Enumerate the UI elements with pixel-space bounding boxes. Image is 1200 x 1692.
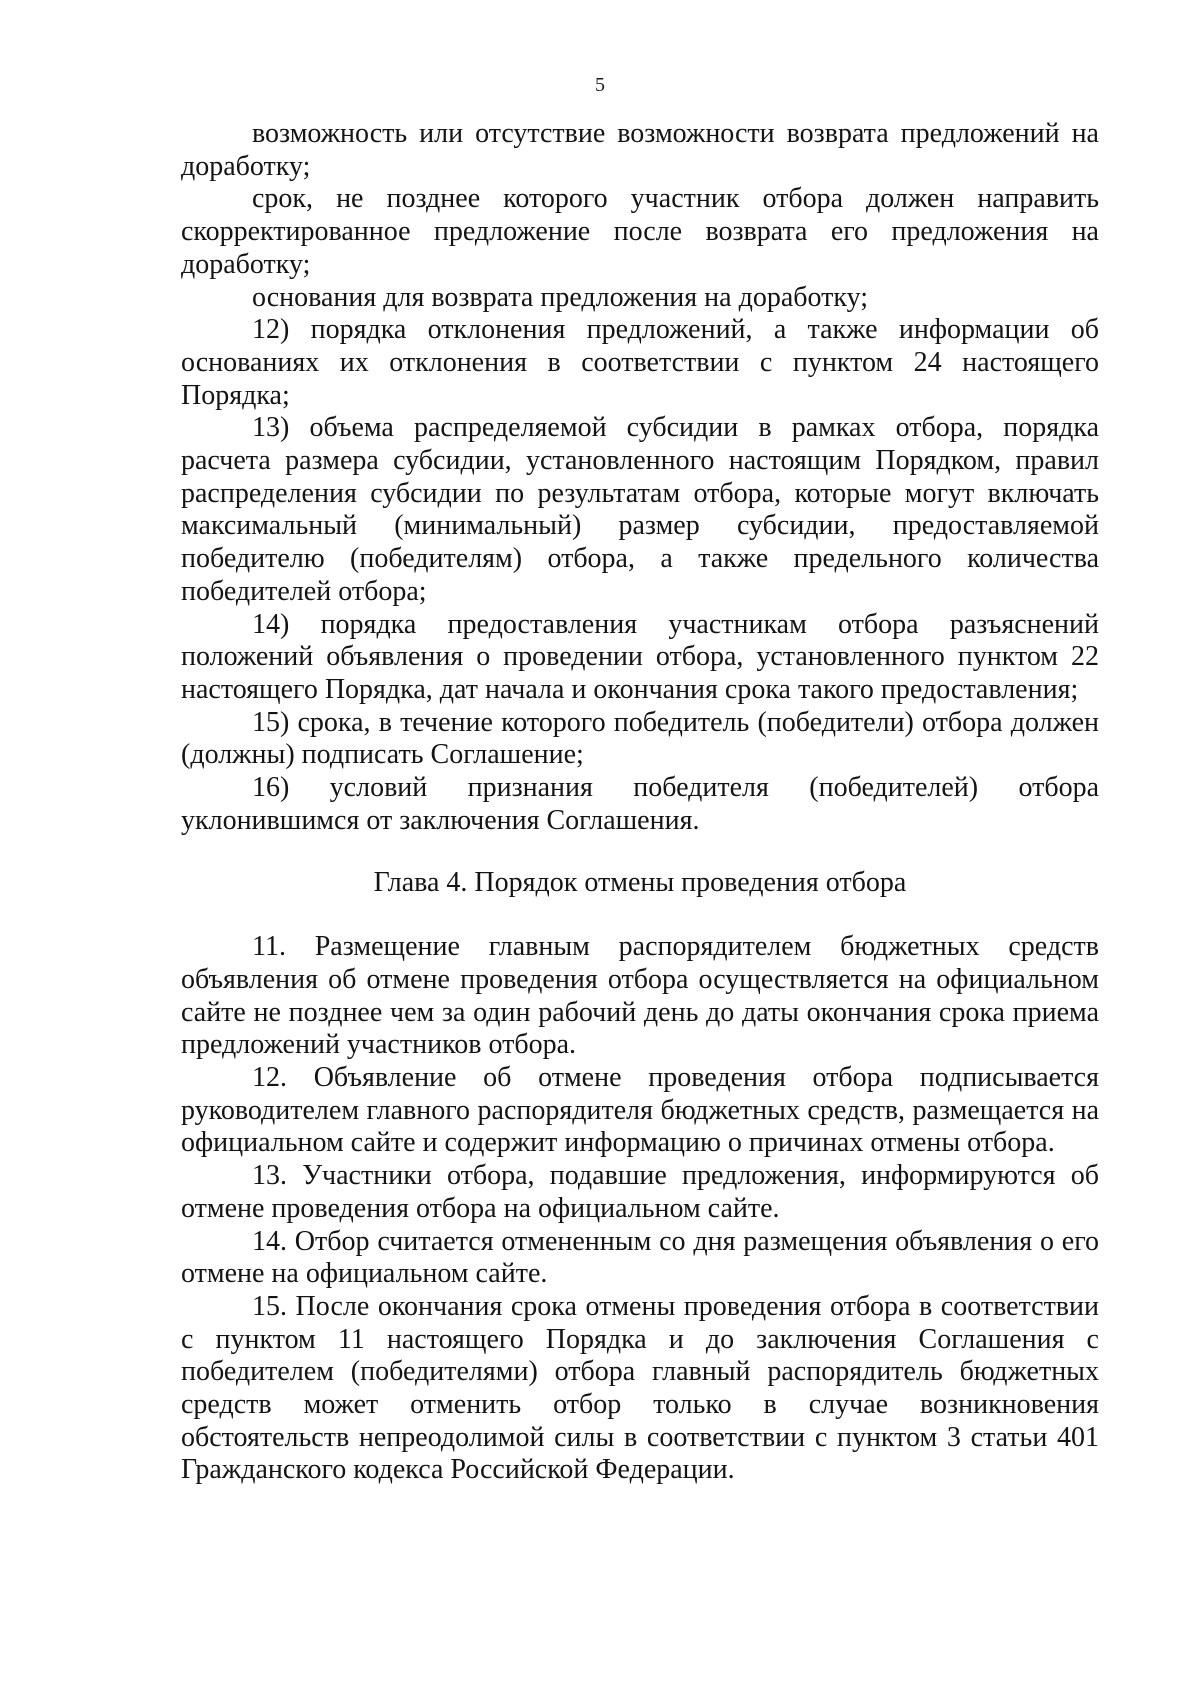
document-body: [181, 118, 1099, 1487]
paragraph: срок, не позднее которого участник отбора должен направить скорректированное предложение после возврата его предложения на доработку;: [181, 183, 1099, 280]
paragraph: 16) условий признания победителя (победителей) отбора уклонившимся от заключения Соглашения.: [181, 772, 1099, 836]
paragraph: 14. Отбор считается отмененным со дня размещения объявления о его отмене на официальном сайте.: [181, 1225, 1099, 1290]
paragraph: 14) порядка предоставления участникам отбора разъяснений положений объявления о проведении отбора, установленного пунктом 22 настоящего Порядка, дат начала и окончания срока такого предоставления;: [181, 608, 1099, 705]
paragraph: 12) порядка отклонения предложений, а также информации об основаниях их отклонения в соответствии с пунктом 24 настоящего Порядка;: [181, 314, 1099, 411]
paragraph: возможность или отсутствие возможности возврата предложений на доработку;: [181, 118, 1099, 182]
paragraph: основания для возврата предложения на доработку;: [252, 281, 868, 313]
paragraph: 13. Участники отбора, подавшие предложения, информируются об отмене проведения отбора на официальном сайте.: [181, 1160, 1099, 1224]
paragraph: 12. Объявление об отмене проведения отбора подписывается руководителем главного распорядителя бюджетных средств, размещается на официальном сайте и содержит информацию о причинах отмены отбора.: [181, 1061, 1099, 1159]
page-number: 5: [595, 74, 605, 96]
paragraph: 11. Размещение главным распорядителем бюджетных средств объявления об отмене проведения отбора осуществляется на официальном сайте не позднее чем за один рабочий день до даты окончания срока приема предложений участников отбора.: [181, 931, 1099, 1061]
paragraph: 13) объема распределяемой субсидии в рамках отбора, порядка расчета размера субсидии, установленного настоящим Порядком, правил распределения субсидии по результатам отбора, которые могут включать максимальный (минимальный) размер субсидии, предоставляемой победителю (победителям) отбора, а также предельного количества победителей отбора;: [181, 412, 1099, 607]
chapter-heading: Глава 4. Порядок отмены проведения отбора: [373, 867, 907, 899]
paragraph: 15. После окончания срока отмены проведения отбора в соответствии с пунктом 11 настоящего Порядка и до заключения Соглашения с победителем (победителями) отбора главный распорядитель бюджетных средств может отменить отбор только в случае возникновения обстоятельств непреодолимой силы в соответствии с пунктом 3 статьи 401 Гражданского кодекса Российской Федерации.: [181, 1290, 1099, 1486]
paragraph: 15) срока, в течение которого победитель (победители) отбора должен (должны) подписать Соглашение;: [181, 706, 1099, 771]
